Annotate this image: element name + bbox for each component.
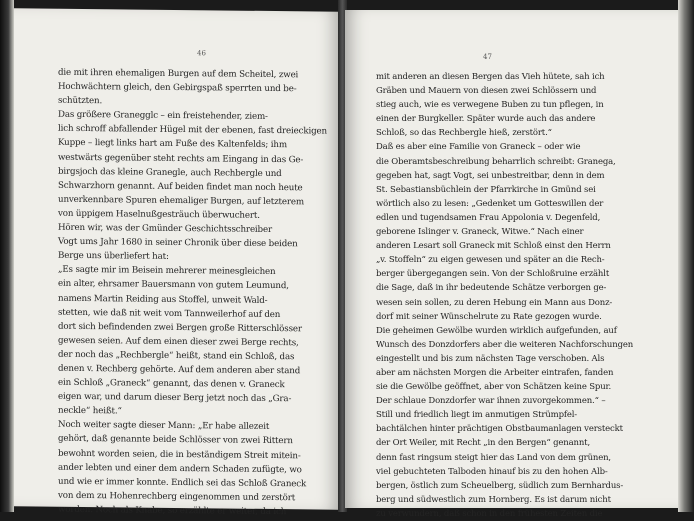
text-line: birgsjoch das kleine Granegle, auch Rechbergle und: [58, 166, 282, 179]
text-line: von üppigem Haselnußgesträuch überwuchert.: [58, 208, 260, 221]
text-line: wesen sein sollen, zu deren Hebung ein Mann aus Donz-: [376, 297, 613, 308]
text-line: mit anderen an diesen Bergen das Vieh hütete, sah ich: [376, 72, 605, 82]
text-line: „v. Stoffeln“ zu eigen gewesen und später an die Rech-: [376, 255, 605, 266]
text-line: stetten, wie daß nit weit vom Tannweilerhof auf den: [58, 307, 281, 320]
text-line: der noch das „Rechbergle“ heißt, stand ein Schloß, das: [58, 349, 295, 363]
text-line: Die geheimen Gewölbe wurden wirklich aufgefunden, auf: [376, 325, 617, 336]
text-line: einen der Burgkeller. Später wurde auch das andere: [376, 114, 596, 125]
text-line: Wunsch des Donzdorfers aber die weiteren Nachforschungen: [376, 339, 634, 350]
text-line: Gräben und Mauern von diesen zwei Schlössern und: [376, 86, 597, 97]
book-edge-right: [678, 0, 694, 512]
text-line: Still und friedlich liegt im anmutigen Strümpfel-: [376, 410, 578, 421]
text-line: sie die Gewölbe geöffnet, aber von Schätzen keine Spur.: [376, 382, 612, 393]
left-page-text: [58, 66, 334, 520]
text-line: Hören wir, was der Gmünder Geschichtsschreiber: [58, 222, 272, 236]
text-line: eigen war, und darum dieser Berg jetzt noch das „Gra-: [58, 391, 292, 405]
text-line: der Ort Weiler, mit Recht „in den Bergen“ genannt,: [376, 438, 590, 449]
text-line: „Es sagte mir im Beisein mehrerer meinesgleichen: [58, 265, 276, 278]
text-line: bergen, östlich zum Scheuelberg, südlich zum Bernhardus-: [376, 480, 624, 491]
text-line: ander lebten und einer dem andern Schaden zufügte, wo: [58, 462, 302, 475]
text-line: Schloß, so das Rechbergle hieß, zerstört.“: [376, 128, 552, 139]
left-page-number: 46: [197, 49, 206, 58]
text-line: Daß es aber eine Familie von Graneck – oder wie: [376, 142, 581, 153]
text-line: ein Schloß „Graneck“ genannt, das denen v. Graneck: [58, 377, 285, 391]
text-line: gehört, daß genannte beide Schlösser von zwei Rittern: [58, 434, 293, 447]
text-line: neckle“ heißt.“: [58, 406, 122, 417]
text-line: dort sich befindenden zwei Bergen große Ritterschlösser: [58, 321, 302, 334]
text-line: und wie er immer konnte. Endlich sei das Schloß Graneck: [58, 476, 307, 490]
text-line: anderen Lesart soll Graneck mit Schloß einst den Herrn: [376, 241, 611, 252]
text-line: Schwarzhorn genannt. Auf beiden findet man noch heute: [58, 180, 303, 194]
text-line: geborene Islinger v. Graneck, Witwe.“ Nach einer: [376, 227, 584, 238]
text-line: von dem zu Hohenrechberg eingenommen und zerstört: [58, 490, 296, 504]
text-line: wörtlich also zu lesen: „Gedenket um Gotteswillen der: [376, 198, 604, 209]
text-line: Berge uns überliefert hat:: [58, 250, 169, 263]
text-line: berger übergegangen sein. Von der Schloßruine erzählt: [376, 269, 610, 280]
right-page: [345, 10, 678, 519]
text-line: stieg auch, wie es verwegene Buben zu tun pflegen, in: [376, 100, 604, 111]
text-line: bachtälchen hinter prächtigen Obstbaumanlagen versteckt: [376, 424, 623, 435]
text-line: Das größere Granegglc – ein freistehender, ziem-: [58, 110, 268, 123]
text-line: namens Martin Reiding aus Stoffel, unweit Wald-: [58, 293, 268, 306]
text-line: Der schlaue Donzdorfer war ihnen zuvorgekommen.“ –: [376, 396, 606, 407]
text-line: bewohnt worden seien, die in beständigem Streit mitein-: [58, 448, 301, 461]
text-line: eingestellt und bis zum nächsten Tage verschoben. Als: [376, 353, 605, 364]
text-line: edlen und tugendsamen Frau Appolonia v. Degenfeld,: [376, 212, 601, 223]
left-page: [14, 8, 340, 518]
text-line: berg und südwestlich zum Hornberg. Es ist darum nicht: [376, 494, 611, 505]
text-line: dorf mit seiner Wünschelrute zu Rate gezogen wurde.: [376, 311, 602, 322]
text-line: Hochwächtern gleich, den Gebirgspaß sperrten und be-: [58, 81, 297, 95]
text-line: viel gebuchteten Talboden hinauf bis zu den hohen Alb-: [376, 466, 608, 477]
book-edge-left: [0, 0, 14, 512]
right-page-number: 47: [483, 53, 492, 61]
text-line: worden. Noch als Knabe, so erzählte er weiter, da ich: [58, 504, 287, 518]
text-line: lich schroff abfallender Hügel mit der ebenen, fast dreieckigen: [58, 124, 327, 137]
text-line: Kuppe – liegt links hart am Fuße des Kaltenfelds; ihm: [58, 138, 287, 151]
text-line: denn fast ringsum steigt hier das Land von dem grünen,: [376, 452, 611, 463]
text-line: Noch weiter sagte dieser Mann: „Er habe allezeit: [58, 420, 270, 433]
text-line: zu verwundern, daß schon in den frühesten Zeiten die: [376, 508, 603, 519]
text-line: ein alter, ehrsamer Bauersmann von gutem Leumund,: [58, 279, 289, 292]
text-line: die Oberamtsbeschreibung beharrlich schreibt: Granega,: [376, 156, 616, 167]
text-line: aber am nächsten Morgen die Arbeiter eintrafen, fanden: [376, 367, 614, 378]
text-line: Vogt ums Jahr 1680 in seiner Chronik über diese beiden: [58, 236, 298, 250]
text-line: St. Sebastiansbüchlein der Pfarrkirche in Gmünd sei: [376, 184, 596, 195]
text-line: gewesen seien. Auf dem einen dieser zwei Berge rechts,: [58, 335, 299, 349]
text-line: die Sage, daß in ihr bedeutende Schätze verborgen ge-: [376, 283, 607, 294]
text-line: denen v. Rechberg gehörte. Auf dem anderen aber stand: [58, 363, 301, 377]
text-line: schützten.: [58, 95, 103, 107]
text-line: gegeben hat, sagt Vogt, sei unbestreitbar, denn in dem: [376, 170, 605, 181]
text-line: westwärts gegenüber steht rechts am Eingang in das Ge-: [58, 152, 304, 165]
text-line: die mit ihren ehemaligen Burgen auf dem Scheitel, zwei: [58, 67, 299, 81]
right-page-text: [376, 70, 663, 521]
text-line: unverkennbare Spuren ehemaliger Burgen, auf letzterem: [58, 194, 304, 208]
